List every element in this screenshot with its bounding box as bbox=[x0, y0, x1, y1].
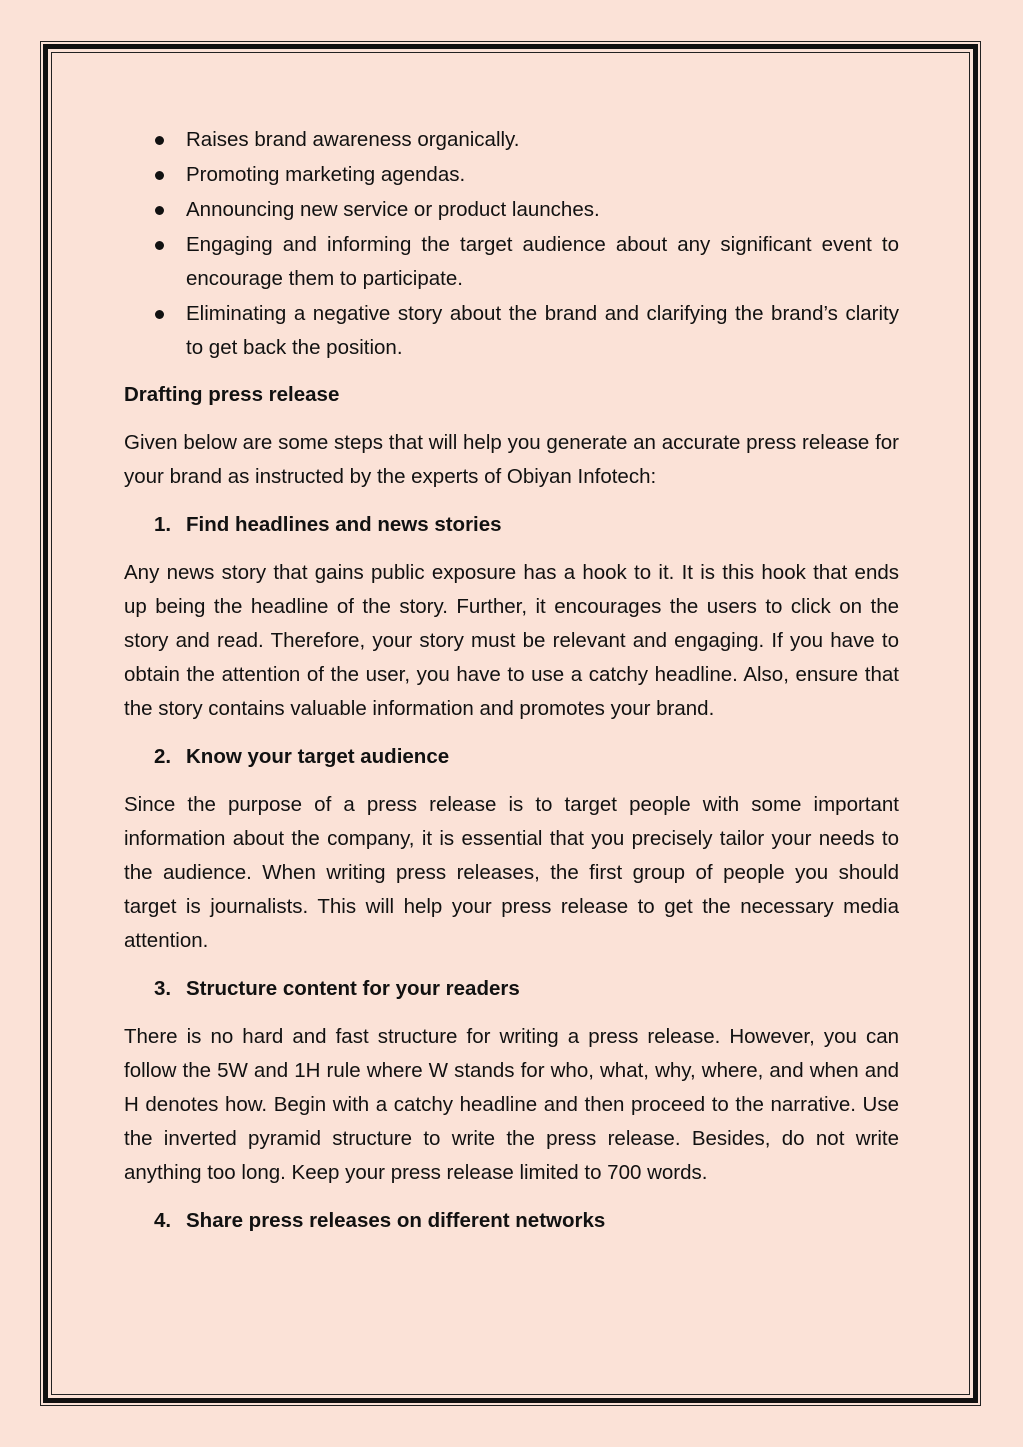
list-item bbox=[124, 158, 899, 192]
step-number: 3. bbox=[154, 977, 172, 1000]
list-item bbox=[124, 228, 899, 296]
bullet-icon bbox=[155, 241, 164, 250]
step-title: Find headlines and news stories bbox=[186, 513, 502, 536]
step-title: Structure content for your readers bbox=[186, 977, 520, 1000]
list-item-text: Promoting marketing agendas. bbox=[186, 163, 466, 186]
step-title: Share press releases on different networks bbox=[186, 1209, 606, 1232]
list-item bbox=[124, 297, 899, 365]
document-body bbox=[124, 123, 899, 1238]
step-paragraph-1: Any news story that gains public exposure has a hook to it. It is this hook that ends up being the headline of the story. Further, it encourages the users to click on the story and read. Therefore, your story must be relevant and engaging. If you have to obtain the attention of the user, you have to use a catchy headline. Also, ensure that the story contains valuable information and promotes your brand. bbox=[124, 561, 899, 720]
list-item-text: Engaging and informing the target audience about any significant event to encourage them to participate. bbox=[186, 233, 899, 290]
step-number: 2. bbox=[154, 745, 172, 768]
step-heading-3 bbox=[124, 972, 899, 1006]
step-number: 1. bbox=[154, 513, 172, 536]
step-heading-4 bbox=[124, 1204, 899, 1238]
bullet-icon bbox=[155, 136, 164, 145]
step-heading-1 bbox=[124, 508, 899, 542]
list-item-text: Raises brand awareness organically. bbox=[186, 128, 520, 151]
intro-paragraph: Given below are some steps that will help you generate an accurate press release for your brand as instructed by the experts of Obiyan Infotech: bbox=[124, 431, 899, 488]
bullet-icon bbox=[155, 310, 164, 319]
list-item-text: Announcing new service or product launches. bbox=[186, 198, 600, 221]
step-heading-2 bbox=[124, 740, 899, 774]
list-item bbox=[124, 123, 899, 157]
section-heading: Drafting press release bbox=[124, 383, 340, 406]
list-item bbox=[124, 193, 899, 227]
benefits-list bbox=[124, 123, 899, 365]
list-item-text: Eliminating a negative story about the brand and clarifying the brand’s clarity to get back the position. bbox=[186, 302, 899, 359]
step-title: Know your target audience bbox=[186, 745, 450, 768]
step-number: 4. bbox=[154, 1209, 172, 1232]
step-paragraph-3: There is no hard and fast structure for writing a press release. However, you can follow the 5W and 1H rule where W stands for who, what, why, where, and when and H denotes how. Begin with a catchy headline and then proceed to the narrative. Use the inverted pyramid structure to write the press release. Besides, do not write anything too long. Keep your press release limited to 700 words. bbox=[124, 1025, 899, 1184]
bullet-icon bbox=[155, 171, 164, 180]
bullet-icon bbox=[155, 206, 164, 215]
step-paragraph-2: Since the purpose of a press release is to target people with some important information about the company, it is essential that you precisely tailor your needs to the audience. When writing press releases, the first group of people you should target is journalists. This will help your press release to get the necessary media attention. bbox=[124, 793, 899, 952]
